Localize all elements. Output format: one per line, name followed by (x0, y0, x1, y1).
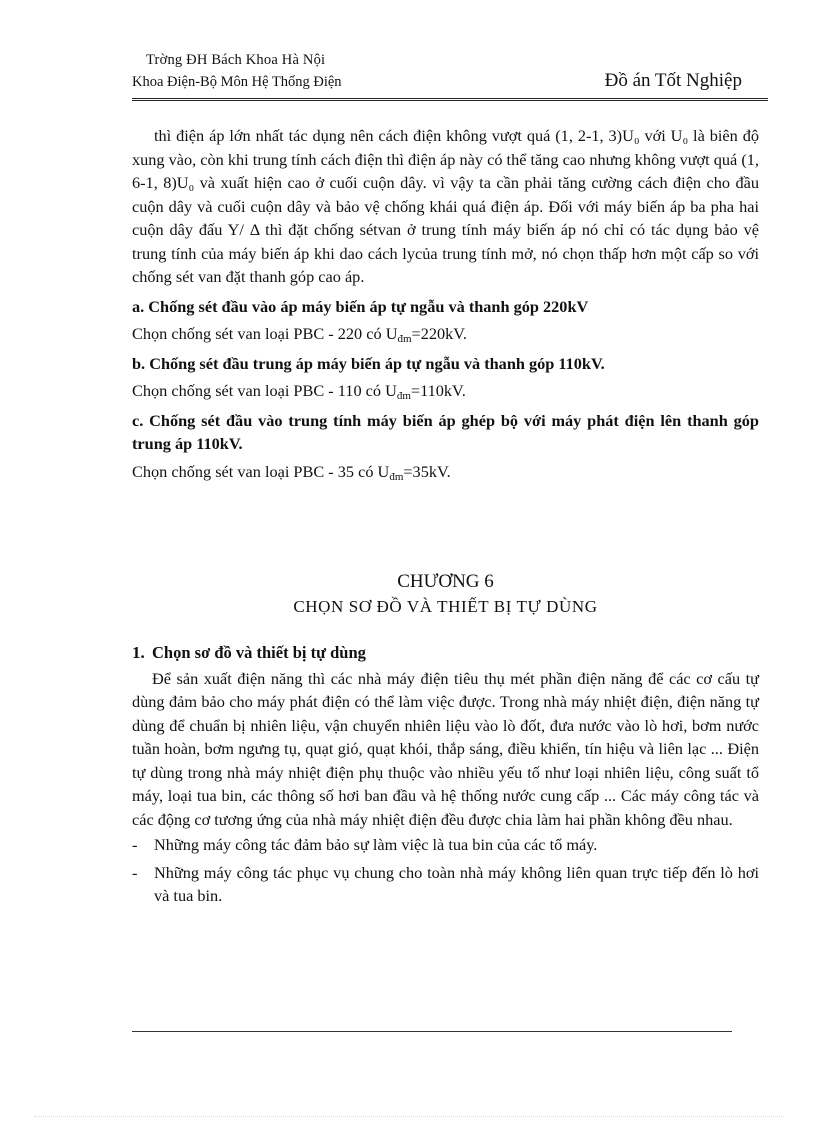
list-item-text: Những máy công tác đảm bảo sự làm việc là tua bin của các tổ máy. (154, 835, 598, 854)
item-a-text: Chọn chống sét van loại PBC - 220 có U (132, 324, 398, 343)
footer-rule (132, 1031, 732, 1032)
item-c-subscript: đm (389, 470, 404, 483)
item-a-value: =220kV. (411, 324, 467, 343)
list-item (132, 833, 759, 857)
header-school: Trờng ĐH Bách Khoa Hà Nội (146, 52, 326, 68)
item-b-subscript: đm (396, 390, 411, 402)
section-heading (132, 641, 759, 665)
paragraph-lightning-arrester: thì điện áp lớn nhất tác dụng nên cách điện không vượt quá (1, 2-1, 3)U₀ với U₀ là biên độ xung vào, còn khi trung tính cách điện thì điện áp này có thể tăng cao nhưng không vượt quá (1, 6-1, 8)U₀ và xuất hiện cao ở cuối cuộn dây. vì vậy ta cần phải tăng cường cách điện cho đầu cuộn dây và cuối cuộn dây và bảo vệ chống khái quá điện áp. Đối với máy biến áp ba pha hai cuộn dây đấu Y/ Δ thì đặt chống sétvan ở trung tính máy biến áp nó chỉ có tác dụng bảo vệ trung tính của máy biến áp khi dao cách lycủa trung tính mở, nó chọn thấp hơn một cấp so với chống sét van đặt thanh góp cao áp. (132, 126, 759, 286)
bottom-dotted-border (34, 1116, 784, 1117)
item-a-selection (132, 322, 759, 346)
bullet-dash: - (132, 835, 138, 854)
item-a-heading: a. Chống sét đầu vào áp máy biến áp tự ngẫu và thanh góp 220kV (132, 296, 589, 316)
item-b-value: =110kV. (410, 381, 466, 400)
item-c-heading: c. Chống sét đầu vào trung tính máy biến áp ghép bộ với máy phát điện lên thanh góp trung áp 110kV. (132, 410, 759, 453)
bullet-dash: - (132, 862, 138, 882)
item-c-selection (132, 460, 759, 484)
list-item-text: Những máy công tác phục vụ chung cho toàn nhà máy không liên quan trực tiếp đến lò hơi và tua bin. (154, 862, 759, 905)
chapter-title: CHỌN SƠ ĐỒ VÀ THIẾT BỊ TỰ DÙNG (293, 597, 598, 616)
header-document-type: Đồ án Tốt Nghiệp (604, 70, 742, 91)
item-b-heading: b. Chống sét đầu trung áp máy biến áp tự ngẫu và thanh góp 110kV. (132, 353, 605, 373)
item-a-subscript: đm (397, 333, 412, 345)
paragraph-auxiliary-power: Để sản xuất điện năng thì các nhà máy điện tiêu thụ mét phần điện năng để các cơ cấu tự dùng đảm bảo cho máy phát điện có thể làm việc được. Trong nhà máy nhiệt điện, điện năng tự dùng để chuẩn bị nhiên liệu, vận chuyển nhiên liệu vào lò đốt, đưa nước vào lò hơi, bơm nước tuần hoàn, bơm ngưng tụ, quạt gió, quạt khói, thắp sáng, điều khiển, tín hiệu và liên lạc ... Điện tự dùng trong nhà máy nhiệt điện phụ thuộc vào nhiều yếu tố như loại nhiên liệu, công suất tổ máy, loại tua bin, các thông số hơi ban đầu và hệ thống nước cung cấp ... Các máy công tác và các động cơ tương ứng của nhà máy nhiệt điện đều được chia làm hai phần không đều nhau. (132, 668, 759, 829)
header-department: Khoa Điện-Bộ Môn Hệ Thống Điện (132, 74, 342, 90)
chapter-number: CHƯƠNG 6 (397, 571, 494, 592)
item-b-text: Chọn chống sét van loại PBC - 110 có U (132, 381, 397, 400)
page-header (132, 50, 768, 101)
item-c-text: Chọn chống sét van loại PBC - 35 có U (132, 461, 390, 481)
list-item (132, 861, 759, 908)
page-body (132, 124, 759, 908)
section-number: 1. (132, 643, 145, 662)
item-b-selection (132, 379, 759, 403)
section-title: Chọn sơ đồ và thiết bị tự dùng (152, 643, 366, 662)
item-c-value: =35kV. (403, 461, 451, 481)
